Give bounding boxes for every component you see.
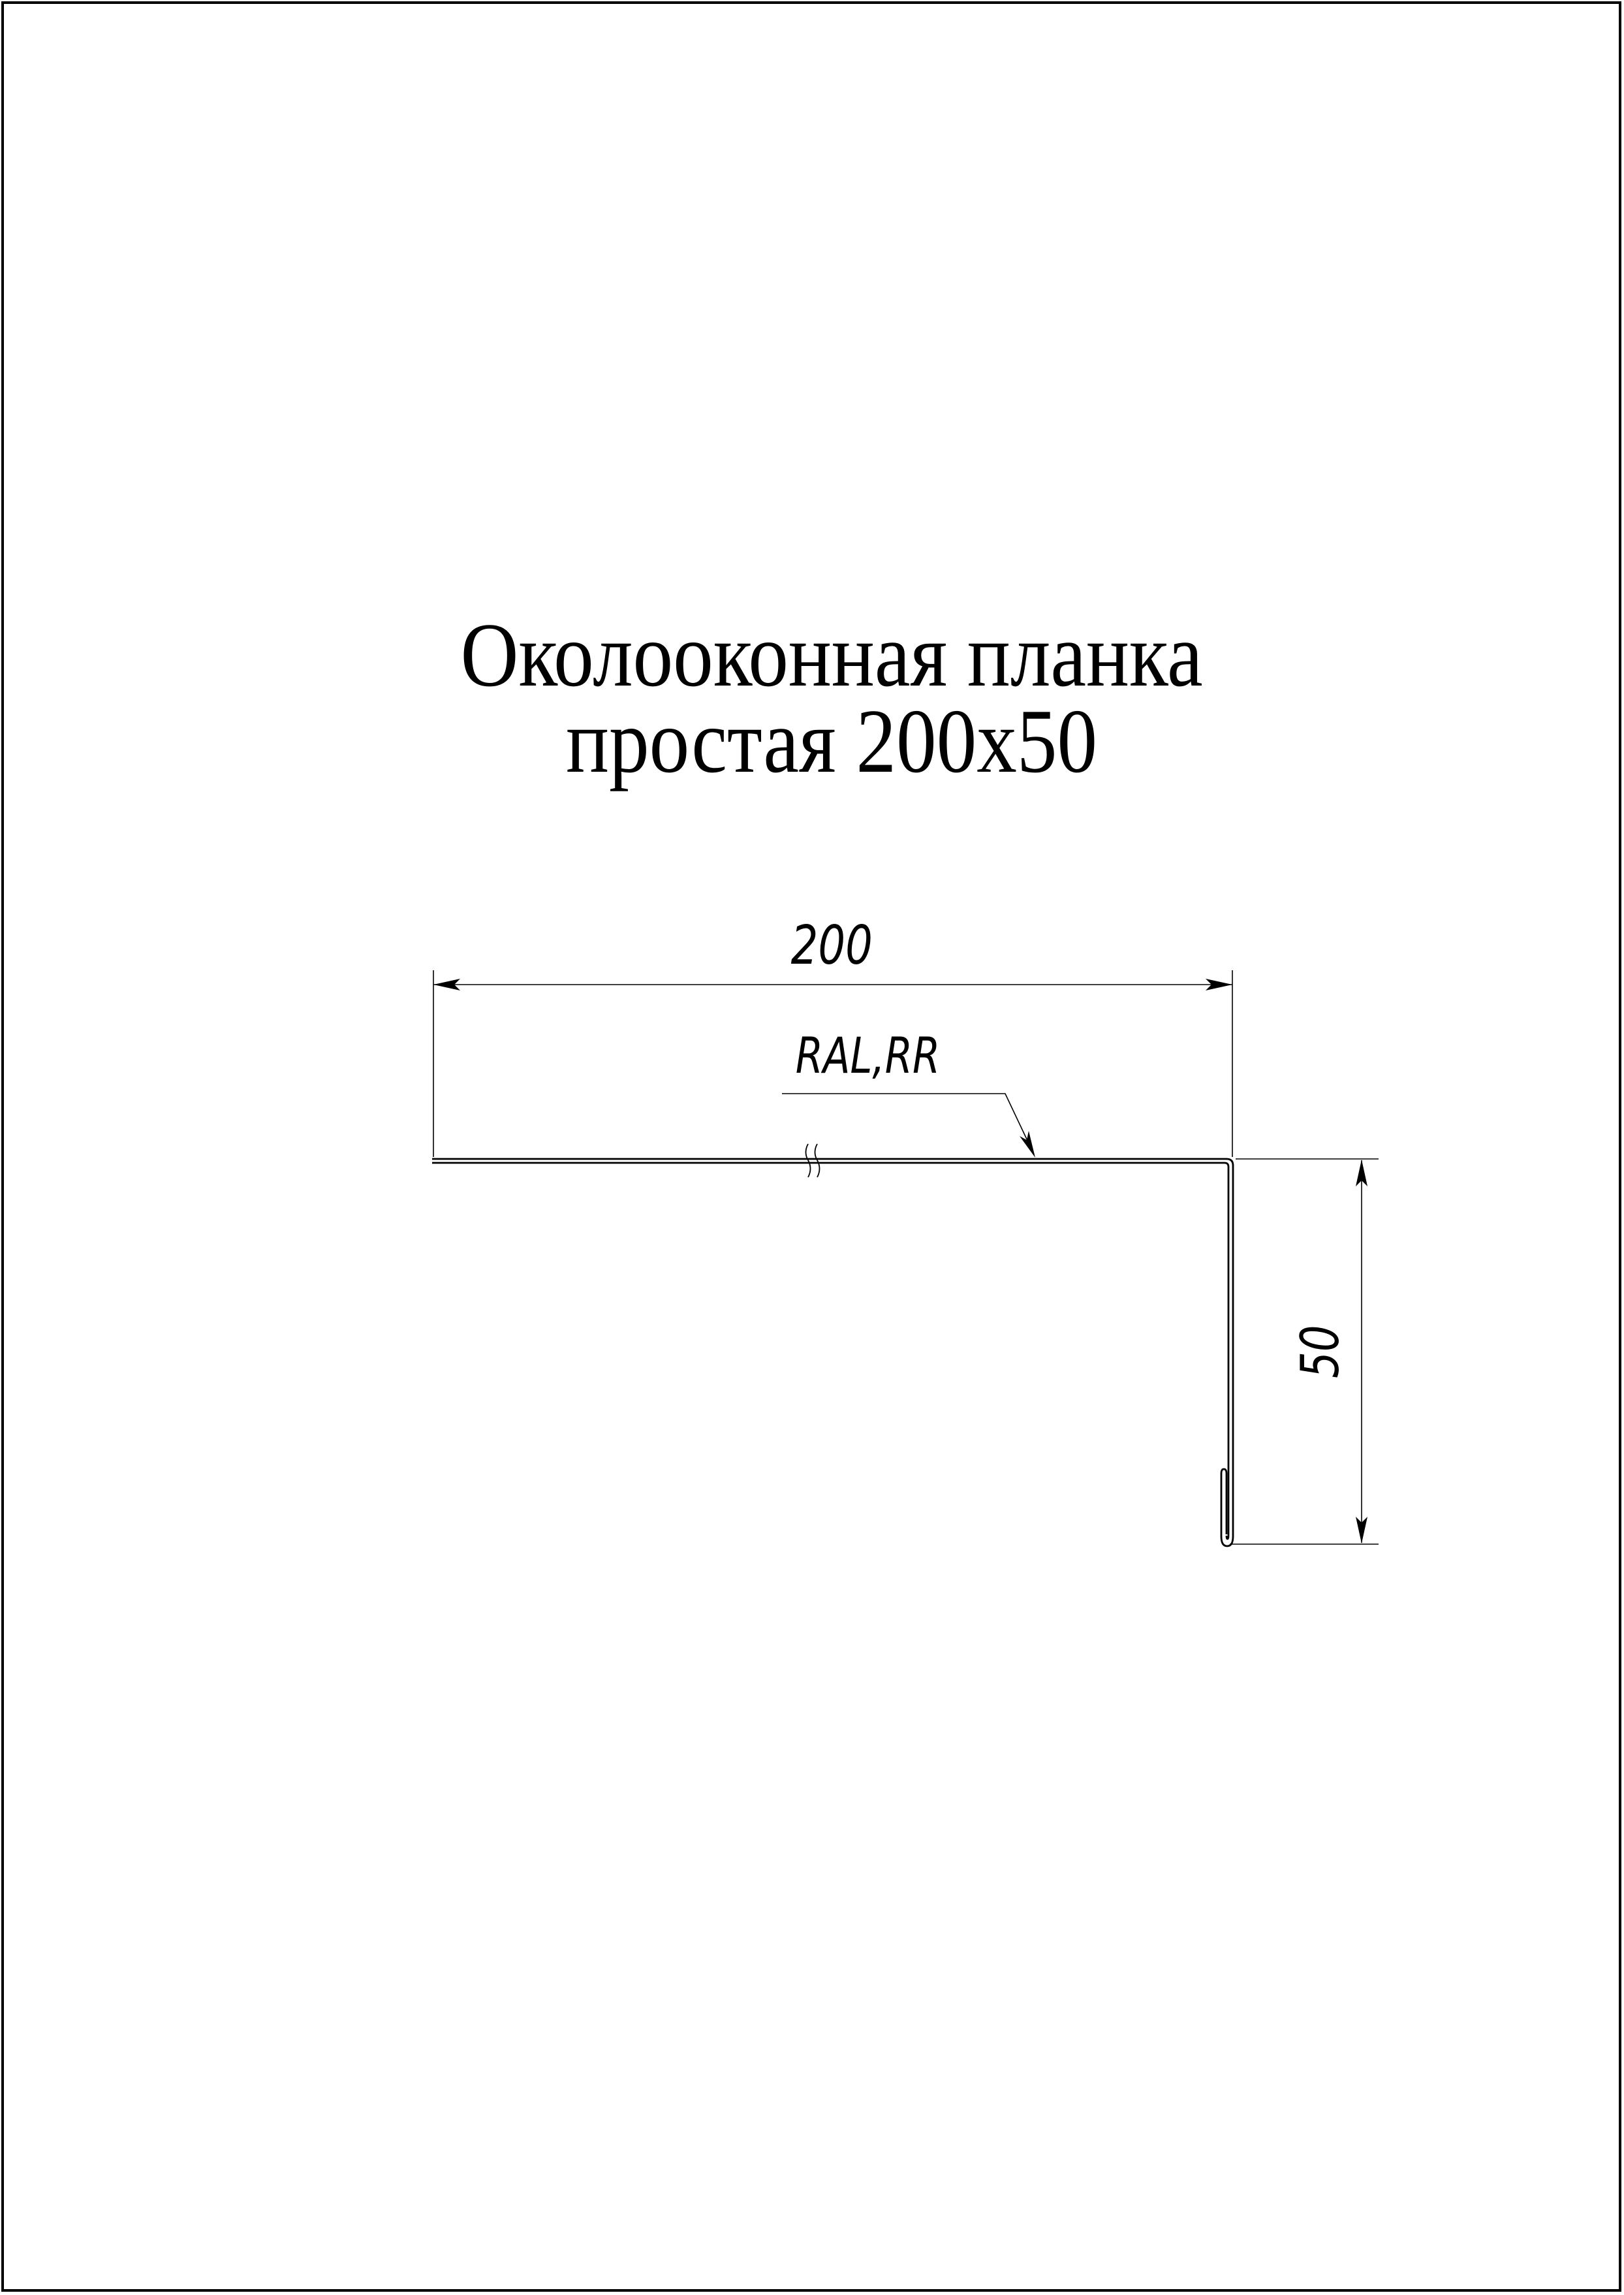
coating-leader-line bbox=[782, 1094, 1034, 1154]
title-line-2: простая 200х50 bbox=[565, 691, 1097, 792]
title-line-1: Околооконная планка bbox=[460, 605, 1203, 706]
coating-leader-arrow bbox=[1020, 1131, 1035, 1158]
break-mark bbox=[806, 1144, 820, 1177]
height-dim-label: 50 bbox=[1289, 1325, 1351, 1378]
width-dim-label: 200 bbox=[790, 914, 873, 977]
profile-inner-contour bbox=[432, 1163, 1228, 1539]
profile-outer-contour bbox=[432, 1159, 1233, 1546]
coating-label: RAL,RR bbox=[795, 1026, 940, 1084]
